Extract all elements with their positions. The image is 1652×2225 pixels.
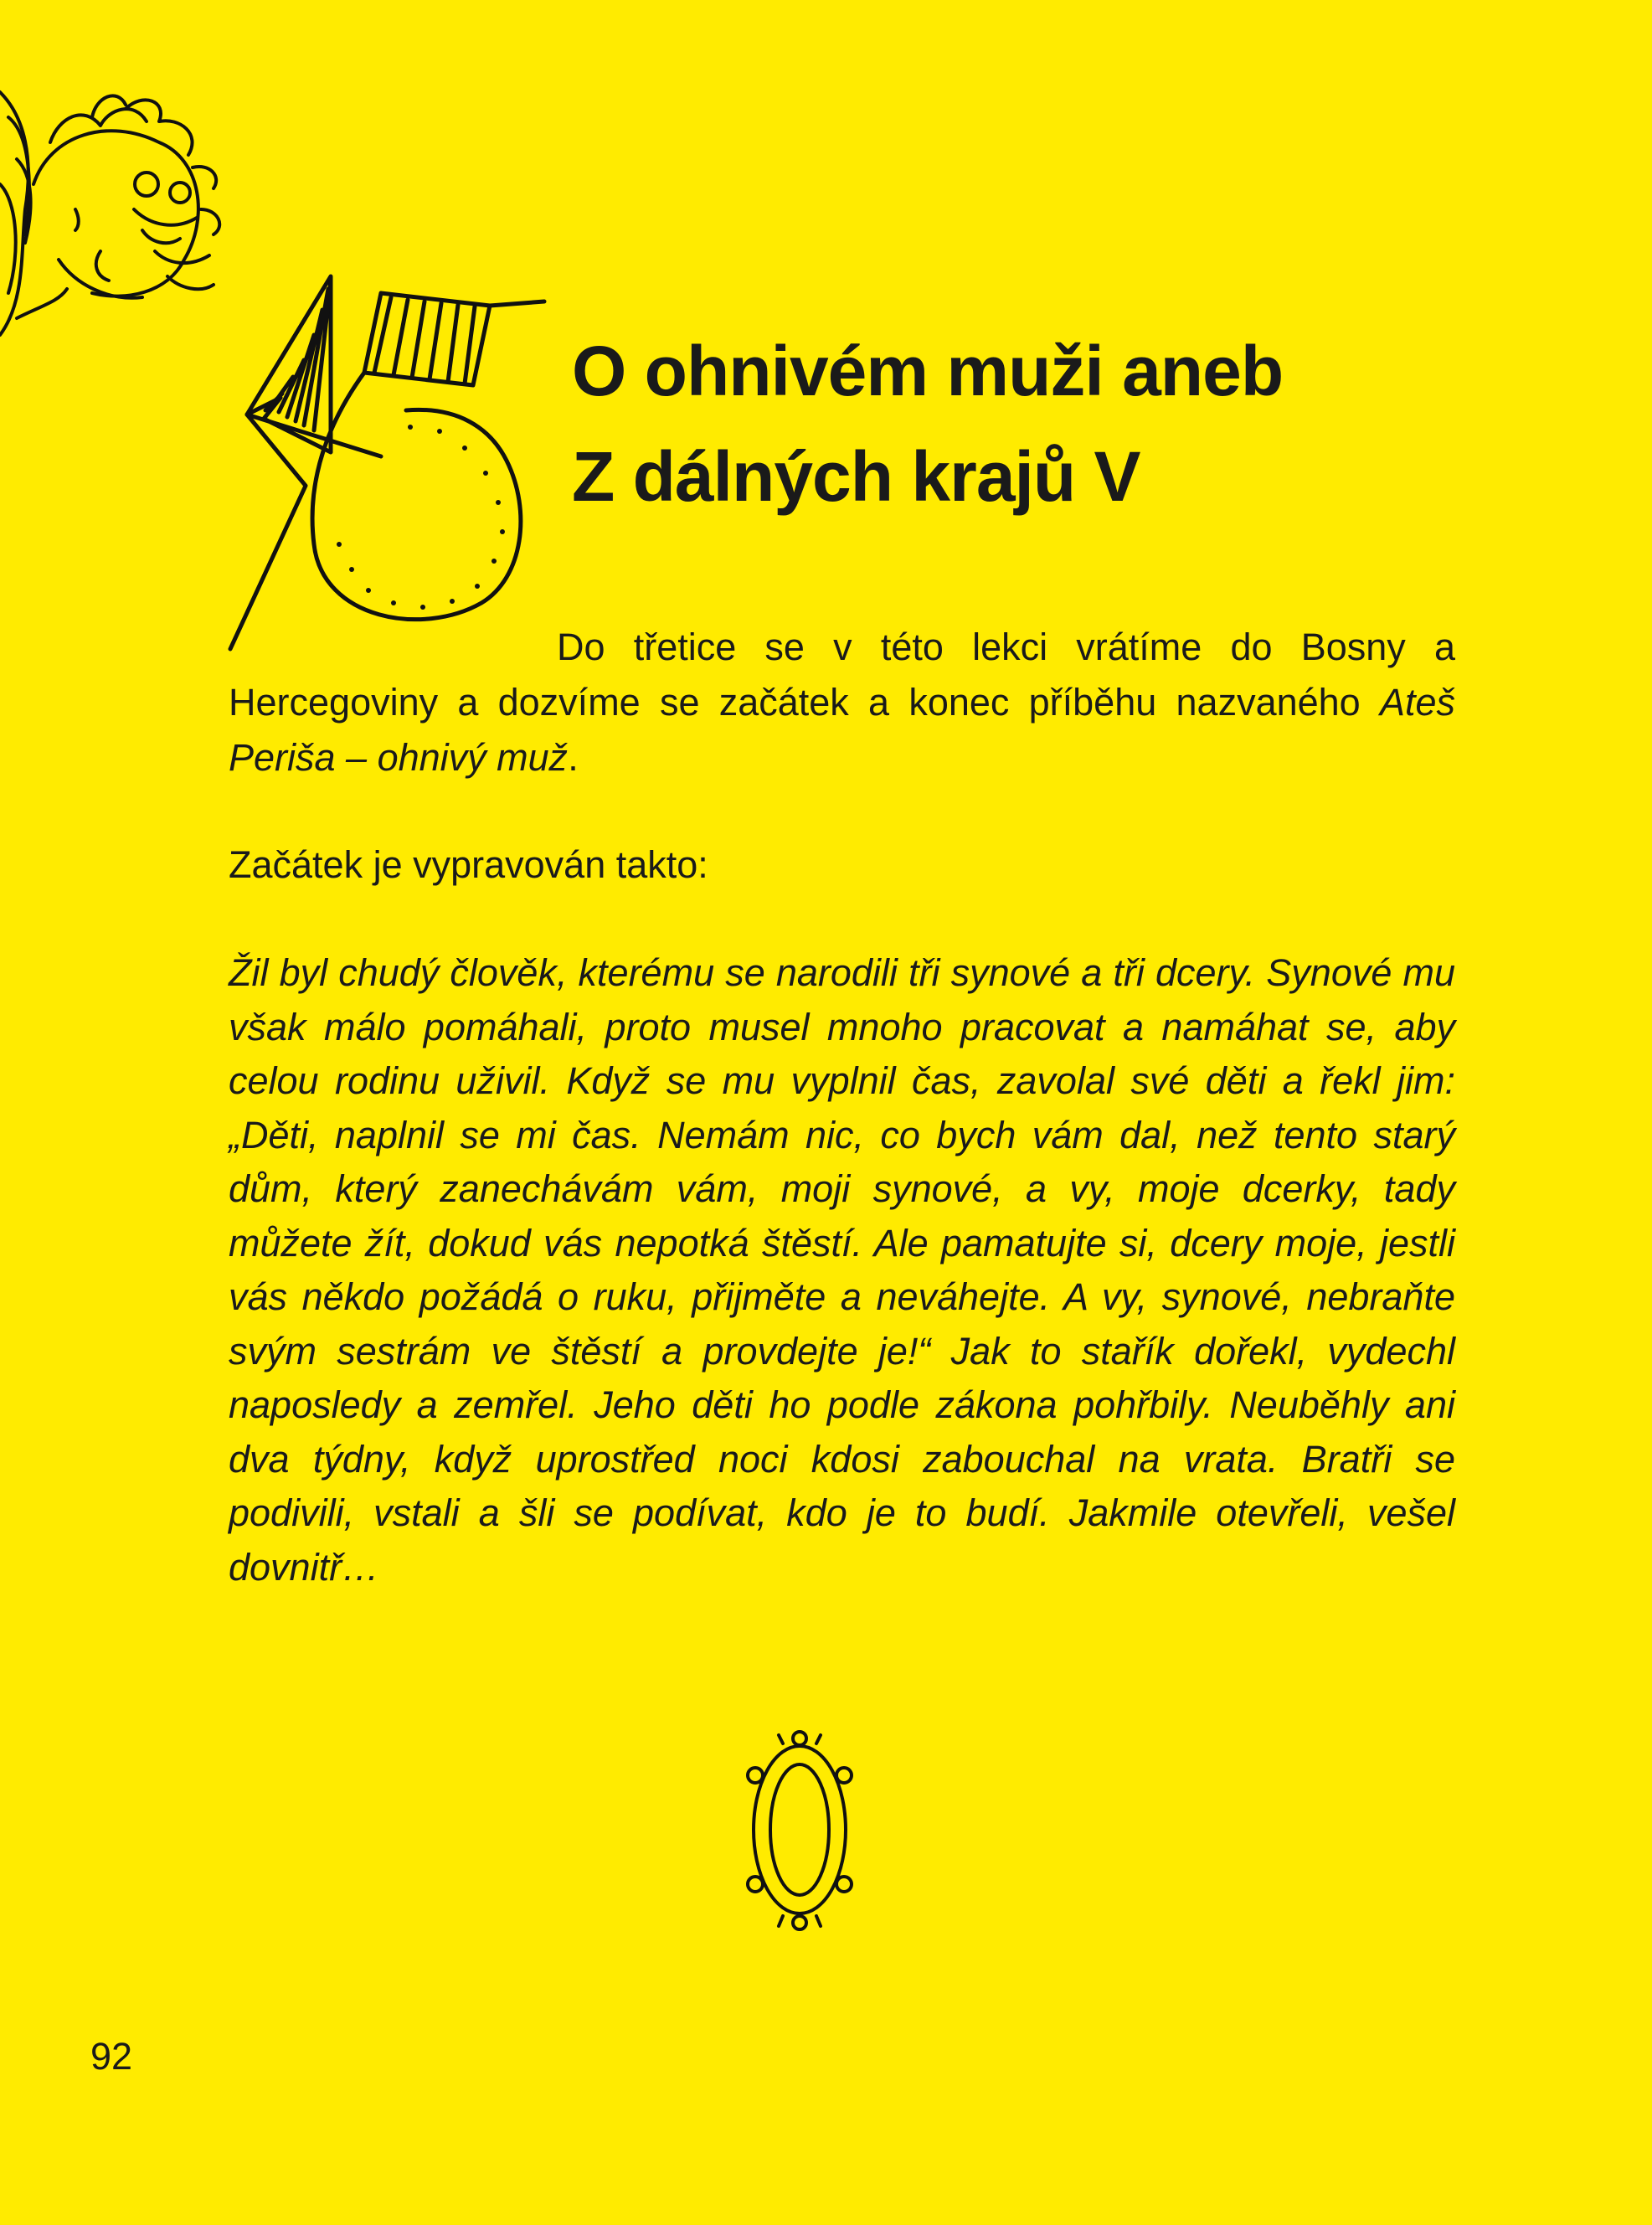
story-title: Ateš Periša – ohnivý muž [229, 681, 1455, 779]
intro-paragraph [229, 620, 1455, 785]
story-excerpt: Žil byl chudý člověk, kterému se narodili tři synové a tři dcery. Synové mu však málo pomáhali, proto musel mnoho pracovat a namáhat se, aby celou rodinu uživil. Když se mu vyplnil čas, zavolal své děti a řekl jim: „Děti, naplnil se mi čas. Nemám nic, co bych vám dal, než tento starý dům, který zanechávám vám, moji synové, a vy, moje dcerky, tady můžete žít, dokud vás nepotká štěstí. Ale pamatujte si, dcery moje, jestli vás někdo požádá o ruku, přijměte a neváhejte. A vy, synové, nebraňte svým sestrám ve štěstí a provdejte je!“ Jak to stařík dořekl, vydechl naposledy a zemřel. Jeho děti ho podle zákona pohřbily. Neuběhly ani dva týdny, když uprostřed noci kdosi zabouchal na vrata. Bratři se podivili, vstali a šli se podívat, kdo je to budí. Jakmile otevřeli, vešel dovnitř… [229, 951, 1455, 1589]
intro-end: . [568, 736, 579, 779]
page-number: 92 [90, 2035, 133, 2078]
intro-text: Do třetice se v této lekci vrátíme do Bosny a Hercegoviny a dozvíme se začátek a konec příběhu nazvaného [229, 626, 1455, 724]
intro-indent [229, 652, 557, 660]
chapter-title [572, 318, 1535, 529]
chapter-title-line-2: Z dálných krajů V [572, 437, 1140, 516]
lead-sentence: Začátek je vypravován takto: [229, 843, 708, 886]
lesson-number-illustration [214, 268, 565, 653]
chapter-title-line-1: O ohnivém muži aneb [572, 332, 1284, 410]
end-ornament-illustration [737, 1725, 862, 1934]
